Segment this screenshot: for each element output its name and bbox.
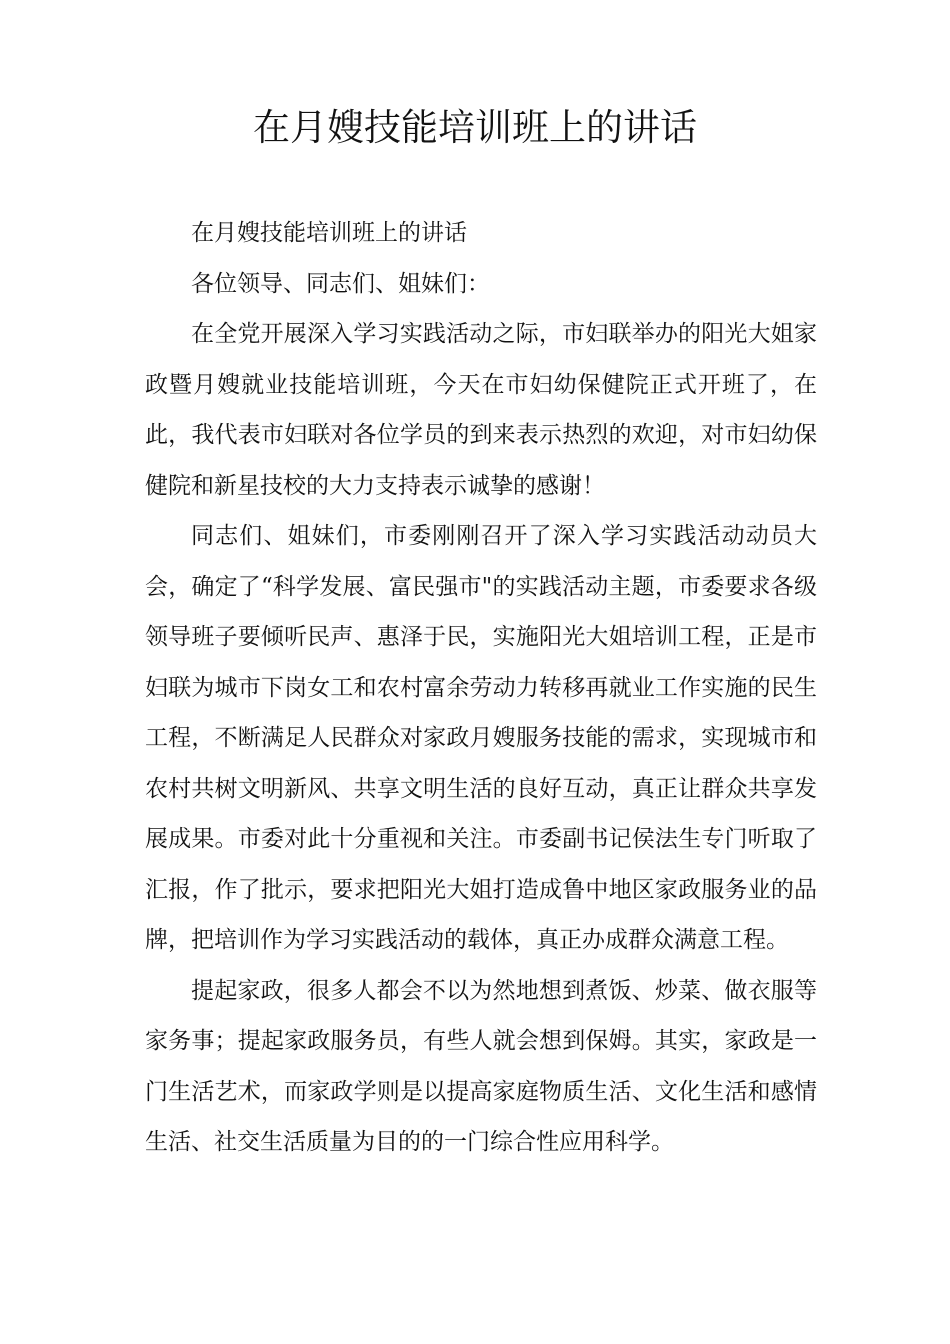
paragraph-theme: 同志们、姐妹们，市委刚刚召开了深入学习实践活动动员大会，确定了“科学发展、富民强市"的实践活动主题，市委要求各级领导班子要倾听民声、惠泽于民，实施阳光大姐培训工程，正是市妇联为城市下岗女工和农村富余劳动力转移再就业工作实施的民生工程，不断满足人民群众对家政月嫂服务技能的需求，实现城市和农村共树文明新风、共享文明生活的良好互动，真正让群众共享发展成果。市委对此十分重视和关注。市委副书记侯法生专门听取了汇报，作了批示，要求把阳光大姐打造成鲁中地区家政服务业的品牌，把培训作为学习实践活动的载体，真正办成群众满意工程。 [145,523,817,953]
document-body [145,208,817,1168]
paragraph-heading-repeat: 在月嫂技能培训班上的讲话 [191,220,467,246]
paragraph-housekeeping: 提起家政，很多人都会不以为然地想到煮饭、炒菜、做衣服等家务事；提起家政服务员，有些人就会想到保姆。其实，家政是一门生活艺术，而家政学则是以提高家庭物质生活、文化生活和感情生活、社交生活质量为目的的一门综合性应用科学。 [145,977,817,1155]
paragraph-opening: 在全党开展深入学习实践活动之际，市妇联举办的阳光大姐家政暨月嫂就业技能培训班，今天在市妇幼保健院正式开班了，在此，我代表市妇联对各位学员的到来表示热烈的欢迎，对市妇幼保健院和新星技校的大力支持表示诚挚的感谢！ [145,321,817,499]
paragraph-salutation: 各位领导、同志们、姐妹们： [191,270,490,297]
document-title: 在月嫂技能培训班上的讲话 [253,106,697,149]
